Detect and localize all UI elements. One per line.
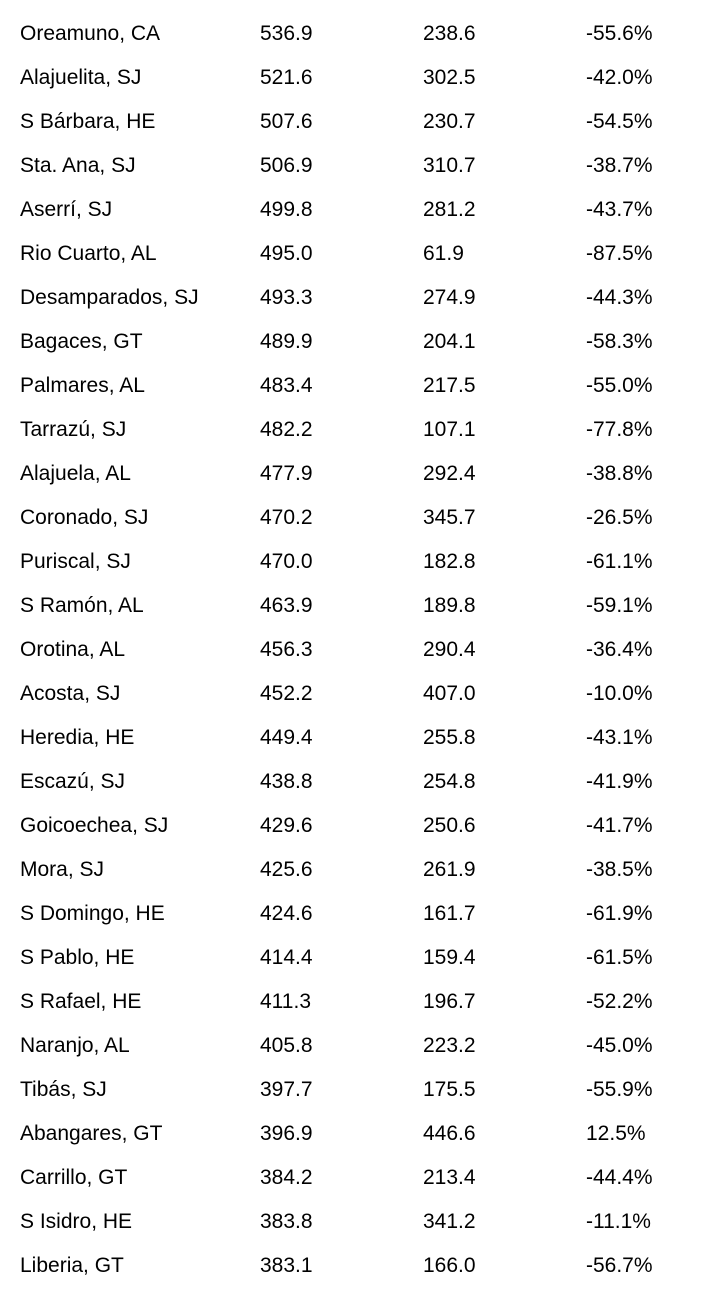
percent-change-cell: -11.1% <box>586 1210 651 1233</box>
table-row <box>0 848 716 892</box>
percent-change-cell: -43.7% <box>586 198 653 221</box>
municipality-cell: S Isidro, HE <box>20 1210 133 1233</box>
municipality-cell: S Domingo, HE <box>20 902 165 925</box>
value-2-cell: 407.0 <box>423 682 476 705</box>
value-1-cell: 449.4 <box>260 726 313 749</box>
percent-change-cell: -43.1% <box>586 726 653 749</box>
percent-change-cell: -44.3% <box>586 286 653 309</box>
value-2-cell: 446.6 <box>423 1122 476 1145</box>
value-1-cell: 521.6 <box>260 66 313 89</box>
value-2-cell: 292.4 <box>423 462 476 485</box>
table-row <box>0 100 716 144</box>
value-1-cell: 405.8 <box>260 1034 313 1057</box>
value-1-cell: 493.3 <box>260 286 313 309</box>
value-2-cell: 223.2 <box>423 1034 476 1057</box>
municipality-cell: Carrillo, GT <box>20 1166 128 1189</box>
value-2-cell: 161.7 <box>423 902 476 925</box>
table-row <box>0 188 716 232</box>
value-2-cell: 290.4 <box>423 638 476 661</box>
percent-change-cell: -38.7% <box>586 154 653 177</box>
value-1-cell: 456.3 <box>260 638 313 661</box>
percent-change-cell: -61.1% <box>586 550 653 573</box>
municipality-cell: S Pablo, HE <box>20 946 135 969</box>
value-2-cell: 217.5 <box>423 374 476 397</box>
municipality-cell: Oreamuno, CA <box>20 22 161 45</box>
municipality-cell: Naranjo, AL <box>20 1034 130 1057</box>
value-1-cell: 429.6 <box>260 814 313 837</box>
percent-change-cell: -54.5% <box>586 110 653 133</box>
table-row <box>0 1200 716 1244</box>
value-1-cell: 425.6 <box>260 858 313 881</box>
value-1-cell: 507.6 <box>260 110 313 133</box>
value-2-cell: 250.6 <box>423 814 476 837</box>
percent-change-cell: -59.1% <box>586 594 653 617</box>
table-row <box>0 540 716 584</box>
table-row <box>0 364 716 408</box>
table-row <box>0 1112 716 1156</box>
municipality-cell: S Bárbara, HE <box>20 110 156 133</box>
value-1-cell: 470.0 <box>260 550 313 573</box>
table-row <box>0 1068 716 1112</box>
value-1-cell: 463.9 <box>260 594 313 617</box>
value-1-cell: 506.9 <box>260 154 313 177</box>
table-row <box>0 584 716 628</box>
municipality-cell: Alajuela, AL <box>20 462 131 485</box>
table-row <box>0 12 716 56</box>
value-1-cell: 384.2 <box>260 1166 313 1189</box>
table-row <box>0 628 716 672</box>
table-row <box>0 936 716 980</box>
percent-change-cell: -41.7% <box>586 814 653 837</box>
percent-change-cell: -36.4% <box>586 638 653 661</box>
percent-change-cell: -38.8% <box>586 462 653 485</box>
percent-change-cell: -56.7% <box>586 1254 653 1277</box>
municipality-cell: S Rafael, HE <box>20 990 142 1013</box>
value-2-cell: 166.0 <box>423 1254 476 1277</box>
value-1-cell: 489.9 <box>260 330 313 353</box>
table-row <box>0 1024 716 1068</box>
value-1-cell: 499.8 <box>260 198 313 221</box>
value-2-cell: 274.9 <box>423 286 476 309</box>
percent-change-cell: 12.5% <box>586 1122 646 1145</box>
percent-change-cell: -55.0% <box>586 374 653 397</box>
municipality-cell: Palmares, AL <box>20 374 145 397</box>
percent-change-cell: -45.0% <box>586 1034 653 1057</box>
municipality-cell: Heredia, HE <box>20 726 135 749</box>
value-2-cell: 302.5 <box>423 66 476 89</box>
percent-change-cell: -61.5% <box>586 946 653 969</box>
value-1-cell: 495.0 <box>260 242 313 265</box>
value-2-cell: 107.1 <box>423 418 476 441</box>
value-2-cell: 345.7 <box>423 506 476 529</box>
value-2-cell: 254.8 <box>423 770 476 793</box>
value-1-cell: 470.2 <box>260 506 313 529</box>
table-row <box>0 452 716 496</box>
value-1-cell: 438.8 <box>260 770 313 793</box>
value-2-cell: 189.8 <box>423 594 476 617</box>
percent-change-cell: -87.5% <box>586 242 653 265</box>
municipality-cell: Aserrí, SJ <box>20 198 113 221</box>
value-2-cell: 230.7 <box>423 110 476 133</box>
value-2-cell: 175.5 <box>423 1078 476 1101</box>
municipality-cell: Escazú, SJ <box>20 770 126 793</box>
percent-change-cell: -77.8% <box>586 418 653 441</box>
table-row <box>0 276 716 320</box>
value-2-cell: 61.9 <box>423 242 464 265</box>
value-1-cell: 396.9 <box>260 1122 313 1145</box>
municipality-cell: Mora, SJ <box>20 858 105 881</box>
percent-change-cell: -44.4% <box>586 1166 653 1189</box>
value-2-cell: 182.8 <box>423 550 476 573</box>
table-row <box>0 232 716 276</box>
municipality-cell: Orotina, AL <box>20 638 126 661</box>
municipality-cell: Acosta, SJ <box>20 682 121 705</box>
value-1-cell: 477.9 <box>260 462 313 485</box>
percent-change-cell: -58.3% <box>586 330 653 353</box>
municipality-cell: Sta. Ana, SJ <box>20 154 136 177</box>
table-row <box>0 980 716 1024</box>
percent-change-cell: -52.2% <box>586 990 653 1013</box>
value-1-cell: 414.4 <box>260 946 313 969</box>
value-1-cell: 397.7 <box>260 1078 313 1101</box>
value-2-cell: 310.7 <box>423 154 476 177</box>
value-2-cell: 255.8 <box>423 726 476 749</box>
table-row <box>0 804 716 848</box>
table-row <box>0 144 716 188</box>
value-2-cell: 159.4 <box>423 946 476 969</box>
percent-change-cell: -26.5% <box>586 506 653 529</box>
value-2-cell: 213.4 <box>423 1166 476 1189</box>
data-table <box>0 12 716 1288</box>
value-2-cell: 281.2 <box>423 198 476 221</box>
value-1-cell: 536.9 <box>260 22 313 45</box>
table-row <box>0 1244 716 1288</box>
value-1-cell: 482.2 <box>260 418 313 441</box>
municipality-cell: Coronado, SJ <box>20 506 149 529</box>
percent-change-cell: -55.6% <box>586 22 653 45</box>
value-1-cell: 424.6 <box>260 902 313 925</box>
municipality-cell: Desamparados, SJ <box>20 286 199 309</box>
value-2-cell: 261.9 <box>423 858 476 881</box>
municipality-cell: Goicoechea, SJ <box>20 814 169 837</box>
percent-change-cell: -61.9% <box>586 902 653 925</box>
table-row <box>0 892 716 936</box>
percent-change-cell: -42.0% <box>586 66 653 89</box>
table-row <box>0 672 716 716</box>
table-row <box>0 760 716 804</box>
municipality-cell: Puriscal, SJ <box>20 550 131 573</box>
municipality-cell: S Ramón, AL <box>20 594 144 617</box>
municipality-cell: Rio Cuarto, AL <box>20 242 157 265</box>
value-1-cell: 383.1 <box>260 1254 313 1277</box>
percent-change-cell: -55.9% <box>586 1078 653 1101</box>
table-row <box>0 716 716 760</box>
table-row <box>0 1156 716 1200</box>
percent-change-cell: -41.9% <box>586 770 653 793</box>
municipality-cell: Tarrazú, SJ <box>20 418 127 441</box>
table-row <box>0 408 716 452</box>
table-row <box>0 320 716 364</box>
value-2-cell: 341.2 <box>423 1210 476 1233</box>
table-row <box>0 496 716 540</box>
table-row <box>0 56 716 100</box>
municipality-cell: Bagaces, GT <box>20 330 143 353</box>
value-1-cell: 383.8 <box>260 1210 313 1233</box>
value-1-cell: 411.3 <box>260 990 311 1013</box>
value-1-cell: 452.2 <box>260 682 313 705</box>
municipality-cell: Abangares, GT <box>20 1122 163 1145</box>
value-2-cell: 204.1 <box>423 330 476 353</box>
municipality-cell: Alajuelita, SJ <box>20 66 142 89</box>
municipality-cell: Liberia, GT <box>20 1254 124 1277</box>
value-2-cell: 238.6 <box>423 22 476 45</box>
percent-change-cell: -38.5% <box>586 858 653 881</box>
value-1-cell: 483.4 <box>260 374 313 397</box>
municipality-cell: Tibás, SJ <box>20 1078 107 1101</box>
value-2-cell: 196.7 <box>423 990 476 1013</box>
percent-change-cell: -10.0% <box>586 682 653 705</box>
